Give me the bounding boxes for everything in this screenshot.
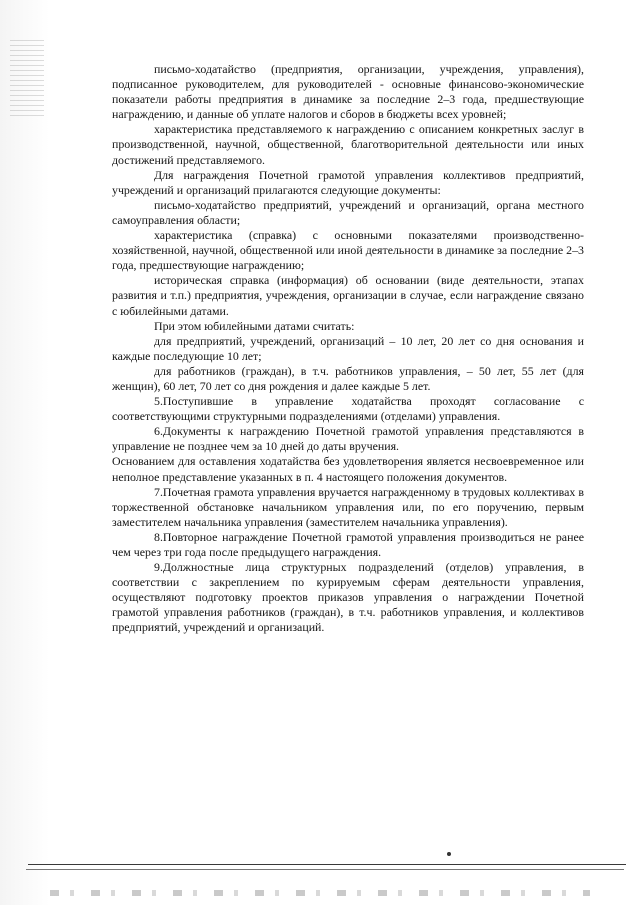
paragraph-petition-letter: письмо-ходатайство (предприятия, организации, учреждения, управления), подписанное руководителем, для руководителей - основные финансово-экономические показатели работы предприятия в динамике за последние 2–3 года, предшествующие награждению, и данные об уплате налогов и сборов в бюджеты всех уровней; <box>112 62 584 122</box>
paragraph-item-5: 5.Поступившие в управление ходатайства проходят согласование с соответствующими структурными подразделениями (отделами) управления. <box>112 394 584 424</box>
paragraph-rejection-grounds: Основанием для оставления ходатайства без удовлетворения является несвоевременное или неполное представление указанных в п. 4 настоящего положения документов. <box>112 454 584 484</box>
paragraph-jubilee-organizations: для предприятий, учреждений, организаций – 10 лет, 20 лет со дня основания и каждые последующие 10 лет; <box>112 333 584 363</box>
scan-dot <box>447 852 451 856</box>
paragraph-historical-reference: историческая справка (информация) об основании (виде деятельности, этапах развития и т.п.) предприятия, учреждения, организации в случае, если награждение связано с юбилейными датами. <box>112 273 584 318</box>
paragraph-item-7: 7.Почетная грамота управления вручается награжденному в трудовых коллективах в торжественной обстановке начальником управления или, по его поручению, первым заместителем начальника управления (заместителем начальника управления). <box>112 484 584 529</box>
document-body <box>112 62 584 636</box>
scan-artifact <box>10 40 44 120</box>
paragraph-item-9: 9.Должностные лица структурных подразделений (отделов) управления, в соответствии с закреплением по курируемым сферам деятельности управления, осуществляют подготовку проектов приказов управления о награждении Почетной грамотой управления работников (граждан), в т.ч. работников управления, и коллективов предприятий, учреждений и организаций. <box>112 560 584 635</box>
paragraph-jubilee-citizens: для работников (граждан), в т.ч. работников управления, – 50 лет, 55 лет (для женщин), 60 лет, 70 лет со дня рождения и далее каждые 5 лет. <box>112 363 584 393</box>
scan-left-edge <box>0 0 50 905</box>
scan-bottom-noise <box>50 890 590 896</box>
paragraph-jubilee-dates: При этом юбилейными датами считать: <box>154 318 355 333</box>
paragraph-item-6: 6.Документы к награждению Почетной грамотой управления представляются в управление не позднее чем за 10 дней до даты вручения. <box>112 424 584 454</box>
paragraph-characteristic: характеристика представляемого к награждению с описанием конкретных заслуг в производственной, научной, общественной, благотворительной деятельности или иных достижений представляемого. <box>112 122 584 167</box>
page-bottom-rule-secondary <box>26 869 624 870</box>
paragraph-collectives-petition: письмо-ходатайство предприятий, учреждений и организаций, органа местного самоуправления области; <box>112 197 584 227</box>
paragraph-collectives-characteristic: характеристика (справка) с основными показателями производственно-хозяйственной, научной, общественной или иной деятельности в динамике за последние 2–3 года, предшествующие награждению; <box>112 228 584 273</box>
page-bottom-rule <box>28 864 626 865</box>
paragraph-item-8: 8.Повторное награждение Почетной грамотой управления производиться не ранее чем через три года после предыдущего награждения. <box>112 529 584 559</box>
paragraph-collectives-award: Для награждения Почетной грамотой управления коллективов предприятий, учреждений и организаций прилагаются следующие документы: <box>112 167 584 197</box>
